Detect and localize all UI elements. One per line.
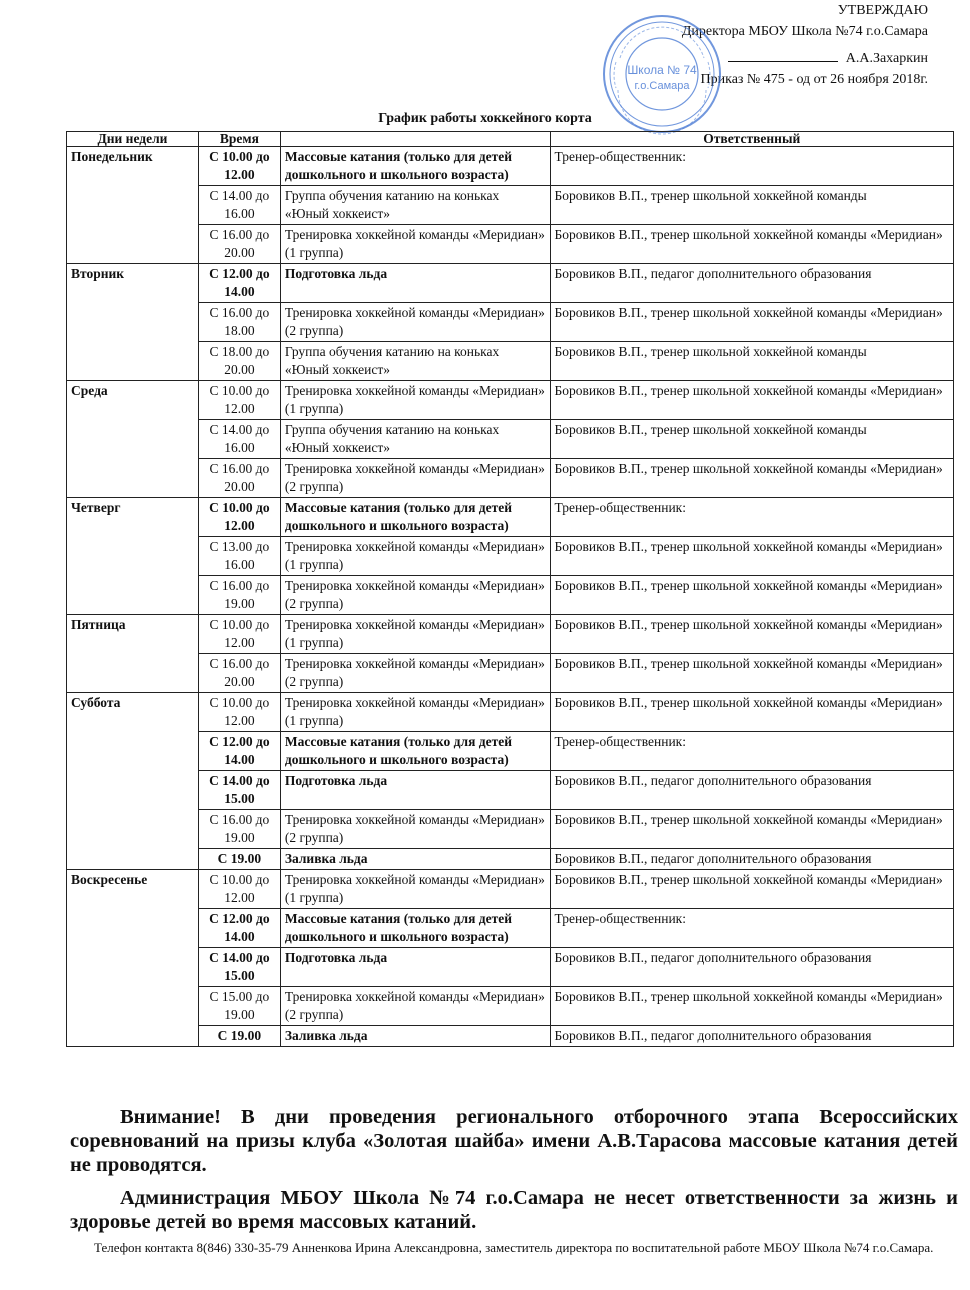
stamp-line1: Школа № 74	[627, 63, 697, 77]
activity-cell: Тренировка хоккейной команды «Меридиан» (2 группа)	[280, 459, 550, 498]
time-cell: С 19.00	[198, 849, 280, 870]
activity-cell: Тренировка хоккейной команды «Меридиан» (2 группа)	[280, 987, 550, 1026]
time-cell: С 14.00 до 16.00	[198, 420, 280, 459]
table-header-row	[67, 132, 954, 147]
approval-position: Директора МБОУ Школа №74 г.о.Самара	[681, 24, 928, 39]
time-cell: С 12.00 до 14.00	[198, 264, 280, 303]
day-cell: Суббота	[67, 693, 199, 870]
stamp-line2: г.о.Самара	[634, 80, 690, 92]
table-row	[67, 1026, 954, 1047]
time-cell: С 16.00 до 20.00	[198, 654, 280, 693]
table-row	[67, 459, 954, 498]
time-cell: С 13.00 до 16.00	[198, 537, 280, 576]
activity-cell: Массовые катания (только для детей дошкольного и школьного возраста)	[280, 909, 550, 948]
activity-cell: Тренировка хоккейной команды «Меридиан» (1 группа)	[280, 693, 550, 732]
time-cell: С 15.00 до 19.00	[198, 987, 280, 1026]
responsible-cell: Боровиков В.П., тренер школьной хоккейной команды «Меридиан»	[550, 303, 953, 342]
time-cell: С 10.00 до 12.00	[198, 870, 280, 909]
responsible-cell: Боровиков В.П., педагог дополнительного образования	[550, 264, 953, 303]
responsible-cell: Тренер-общественник:	[550, 909, 953, 948]
time-cell: С 10.00 до 12.00	[198, 498, 280, 537]
schedule-body	[67, 147, 954, 1047]
responsible-cell: Боровиков В.П., тренер школьной хоккейной команды «Меридиан»	[550, 225, 953, 264]
table-row	[67, 186, 954, 225]
day-cell: Воскресенье	[67, 870, 199, 1047]
document-title: График работы хоккейного корта	[378, 111, 592, 126]
activity-cell: Подготовка льда	[280, 771, 550, 810]
responsible-cell: Боровиков В.П., педагог дополнительного образования	[550, 771, 953, 810]
responsible-cell: Боровиков В.П., тренер школьной хоккейной команды «Меридиан»	[550, 537, 953, 576]
responsible-cell: Тренер-общественник:	[550, 732, 953, 771]
time-cell: С 16.00 до 19.00	[198, 810, 280, 849]
time-cell: С 14.00 до 15.00	[198, 771, 280, 810]
header-activity	[280, 132, 550, 147]
notice-block	[70, 1105, 958, 1234]
time-cell: С 10.00 до 12.00	[198, 615, 280, 654]
responsible-cell: Боровиков В.П., педагог дополнительного образования	[550, 1026, 953, 1047]
approval-word: УТВЕРЖДАЮ	[837, 3, 928, 18]
day-cell: Среда	[67, 381, 199, 498]
table-row	[67, 576, 954, 615]
time-cell: С 14.00 до 16.00	[198, 186, 280, 225]
activity-cell: Заливка льда	[280, 849, 550, 870]
activity-cell: Тренировка хоккейной команды «Меридиан» (1 группа)	[280, 870, 550, 909]
activity-cell: Тренировка хоккейной команды «Меридиан» (2 группа)	[280, 576, 550, 615]
responsible-cell: Боровиков В.П., тренер школьной хоккейной команды	[550, 186, 953, 225]
table-row	[67, 303, 954, 342]
activity-cell: Тренировка хоккейной команды «Меридиан» (2 группа)	[280, 654, 550, 693]
activity-cell: Тренировка хоккейной команды «Меридиан» (2 группа)	[280, 810, 550, 849]
day-cell: Понедельник	[67, 147, 199, 264]
time-cell: С 10.00 до 12.00	[198, 693, 280, 732]
time-cell: С 14.00 до 15.00	[198, 948, 280, 987]
time-cell: С 10.00 до 12.00	[198, 147, 280, 186]
table-row	[67, 498, 954, 537]
table-row	[67, 732, 954, 771]
activity-cell: Массовые катания (только для детей дошкольного и школьного возраста)	[280, 498, 550, 537]
time-cell: С 12.00 до 14.00	[198, 732, 280, 771]
time-cell: С 16.00 до 18.00	[198, 303, 280, 342]
day-cell: Четверг	[67, 498, 199, 615]
notice-paragraph-2: Администрация МБОУ Школа №74 г.о.Самара не несет ответственности за жизнь и здоровье детей во время массовых катаний.	[70, 1187, 958, 1233]
activity-cell: Массовые катания (только для детей дошкольного и школьного возраста)	[280, 732, 550, 771]
table-row	[67, 537, 954, 576]
table-row	[67, 987, 954, 1026]
time-cell: С 10.00 до 12.00	[198, 381, 280, 420]
table-row	[67, 693, 954, 732]
time-cell: С 16.00 до 20.00	[198, 225, 280, 264]
header-time: Время	[198, 132, 280, 147]
activity-cell: Группа обучения катанию на коньках «Юный хоккеист»	[280, 420, 550, 459]
responsible-cell: Боровиков В.П., тренер школьной хоккейной команды «Меридиан»	[550, 987, 953, 1026]
responsible-cell: Тренер-общественник:	[550, 147, 953, 186]
activity-cell: Группа обучения катанию на коньках «Юный хоккеист»	[280, 186, 550, 225]
activity-cell: Подготовка льда	[280, 264, 550, 303]
approval-signer: А.А.Захаркин	[845, 51, 928, 66]
activity-cell: Группа обучения катанию на коньках «Юный хоккеист»	[280, 342, 550, 381]
activity-cell: Подготовка льда	[280, 948, 550, 987]
responsible-cell: Боровиков В.П., тренер школьной хоккейной команды «Меридиан»	[550, 381, 953, 420]
schedule-table	[66, 131, 954, 1047]
table-row	[67, 948, 954, 987]
notice-paragraph-1: Внимание! В дни проведения регионального отборочного этапа Всероссийских соревнований на призы клуба «Золотая шайба» имени А.В.Тарасова массовые катания детей не проводятся.	[70, 1106, 958, 1176]
responsible-cell: Боровиков В.П., тренер школьной хоккейной команды «Меридиан»	[550, 459, 953, 498]
table-row	[67, 849, 954, 870]
time-cell: С 16.00 до 19.00	[198, 576, 280, 615]
activity-cell: Тренировка хоккейной команды «Меридиан» (1 группа)	[280, 225, 550, 264]
contact-info	[70, 1239, 958, 1257]
day-cell: Пятница	[67, 615, 199, 693]
header-responsible: Ответственный	[550, 132, 953, 147]
table-row	[67, 771, 954, 810]
table-row	[67, 225, 954, 264]
activity-cell: Заливка льда	[280, 1026, 550, 1047]
time-cell: С 12.00 до 14.00	[198, 909, 280, 948]
responsible-cell: Боровиков В.П., тренер школьной хоккейной команды «Меридиан»	[550, 615, 953, 654]
table-row	[67, 654, 954, 693]
responsible-cell: Боровиков В.П., тренер школьной хоккейной команды «Меридиан»	[550, 810, 953, 849]
responsible-cell: Боровиков В.П., тренер школьной хоккейной команды	[550, 420, 953, 459]
signature-blank	[728, 49, 838, 62]
table-row	[67, 909, 954, 948]
responsible-cell: Боровиков В.П., тренер школьной хоккейной команды «Меридиан»	[550, 870, 953, 909]
time-cell: С 19.00	[198, 1026, 280, 1047]
table-row	[67, 615, 954, 654]
table-row	[67, 870, 954, 909]
responsible-cell: Боровиков В.П., педагог дополнительного образования	[550, 948, 953, 987]
contact-text: Телефон контакта 8(846) 330-35-79 Анненкова Ирина Александровна, заместитель директора по воспитательной работе МБОУ Школа №74 г.о.Самара.	[94, 1240, 934, 1255]
activity-cell: Тренировка хоккейной команды «Меридиан» (1 группа)	[280, 615, 550, 654]
day-cell: Вторник	[67, 264, 199, 381]
responsible-cell: Боровиков В.П., педагог дополнительного образования	[550, 849, 953, 870]
header-days: Дни недели	[67, 132, 199, 147]
table-row	[67, 420, 954, 459]
responsible-cell: Тренер-общественник:	[550, 498, 953, 537]
responsible-cell: Боровиков В.П., тренер школьной хоккейной команды	[550, 342, 953, 381]
activity-cell: Тренировка хоккейной команды «Меридиан» (2 группа)	[280, 303, 550, 342]
table-row	[67, 147, 954, 186]
approval-order: Приказ № 475 - од от 26 ноября 2018г.	[700, 72, 928, 87]
table-row	[67, 381, 954, 420]
time-cell: С 18.00 до 20.00	[198, 342, 280, 381]
activity-cell: Массовые катания (только для детей дошкольного и школьного возраста)	[280, 147, 550, 186]
table-row	[67, 264, 954, 303]
responsible-cell: Боровиков В.П., тренер школьной хоккейной команды «Меридиан»	[550, 576, 953, 615]
responsible-cell: Боровиков В.П., тренер школьной хоккейной команды «Меридиан»	[550, 654, 953, 693]
activity-cell: Тренировка хоккейной команды «Меридиан» (1 группа)	[280, 381, 550, 420]
responsible-cell: Боровиков В.П., тренер школьной хоккейной команды «Меридиан»	[550, 693, 953, 732]
activity-cell: Тренировка хоккейной команды «Меридиан» (1 группа)	[280, 537, 550, 576]
table-row	[67, 810, 954, 849]
time-cell: С 16.00 до 20.00	[198, 459, 280, 498]
table-row	[67, 342, 954, 381]
